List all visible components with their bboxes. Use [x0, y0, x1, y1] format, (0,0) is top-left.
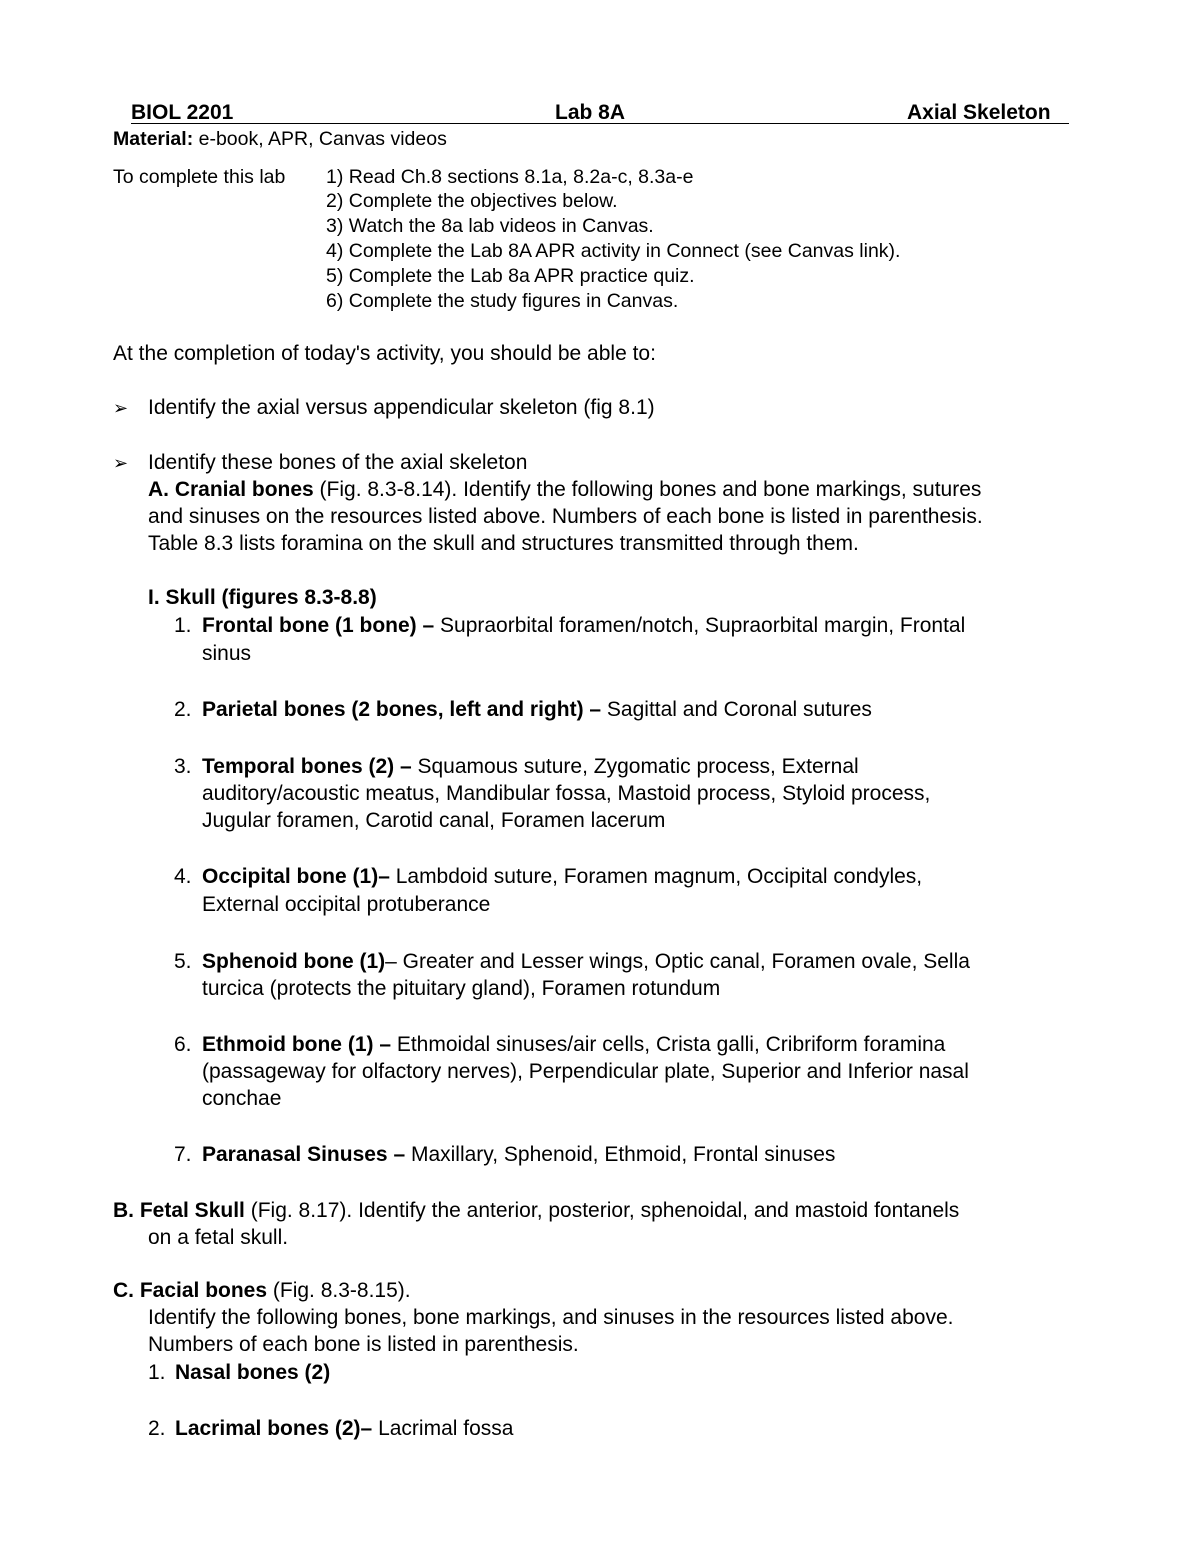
step-item: 4) Complete the Lab 8A APR activity in Connect (see Canvas link). — [326, 240, 901, 262]
step-item: 5) Complete the Lab 8a APR practice quiz. — [326, 265, 695, 287]
skull-item-line: Jugular foramen, Carotid canal, Foramen lacerum — [202, 809, 666, 832]
facial-item-num: 2. — [148, 1417, 166, 1440]
skull-item-line — [202, 1143, 835, 1167]
section-a-line3: Table 8.3 lists foramina on the skull and structures transmitted through them. — [148, 532, 859, 555]
skull-item-markings: – Greater and Lesser wings, Optic canal, Foramen ovale, Sella — [385, 950, 970, 973]
steps-intro: To complete this lab — [113, 166, 286, 188]
objective-item: Identify these bones of the axial skeleton — [148, 451, 528, 474]
skull-item-line — [202, 755, 859, 779]
section-a-ref: (Fig. 8.3-8.14). Identify the following bones and bone markings, sutures — [313, 478, 982, 501]
skull-item-bone: Temporal bones (2) – — [202, 755, 412, 778]
step-item: 1) Read Ch.8 sections 8.1a, 8.2a-c, 8.3a-e — [326, 166, 694, 188]
skull-item-markings: Sagittal and Coronal sutures — [601, 698, 872, 721]
section-a-line2: and sinuses on the resources listed above. Numbers of each bone is listed in parenthesis. — [148, 505, 983, 528]
objective-item: Identify the axial versus appendicular skeleton (fig 8.1) — [148, 396, 655, 419]
facial-item-markings: Lacrimal fossa — [372, 1417, 514, 1440]
skull-item-num: 3. — [174, 755, 192, 778]
step-item: 2) Complete the objectives below. — [326, 190, 618, 212]
skull-item-line: sinus — [202, 642, 252, 665]
header-underline — [131, 123, 1069, 124]
section-b-text: (Fig. 8.17). Identify the anterior, posterior, sphenoidal, and mastoid fontanels — [244, 1199, 960, 1222]
section-b-title: B. Fetal Skull — [113, 1199, 245, 1222]
material-text: e-book, APR, Canvas videos — [193, 128, 447, 150]
skull-item-bone: Parietal bones (2 bones, left and right) – — [202, 698, 602, 721]
facial-item-line — [175, 1417, 513, 1441]
arrow-bullet-icon: ➢ — [113, 453, 129, 473]
section-a-line1 — [148, 478, 981, 502]
skull-item-line — [202, 698, 872, 722]
skull-item-line — [202, 865, 922, 889]
skull-item-markings: Ethmoidal sinuses/air cells, Crista galli, Cribriform foramina — [391, 1033, 946, 1056]
facial-item-num: 1. — [148, 1361, 166, 1384]
skull-item-num: 5. — [174, 950, 192, 973]
material-label: Material: — [113, 128, 194, 150]
skull-item-bone: Frontal bone (1 bone) – — [202, 614, 435, 637]
section-c-line1 — [113, 1279, 411, 1303]
course-code: BIOL 2201 — [131, 101, 234, 124]
facial-item-line — [175, 1361, 330, 1385]
skull-item-line: (passageway for olfactory nerves), Perpendicular plate, Superior and Inferior nasal — [202, 1060, 969, 1083]
step-item: 6) Complete the study figures in Canvas. — [326, 290, 679, 312]
lab-topic: Axial Skeleton — [907, 101, 1051, 124]
section-c-ref: (Fig. 8.3-8.15). — [267, 1279, 411, 1302]
section-b-line1 — [113, 1199, 959, 1223]
skull-item-num: 6. — [174, 1033, 192, 1056]
skull-item-line — [202, 950, 970, 974]
skull-item-num: 7. — [174, 1143, 192, 1166]
material-line — [113, 128, 447, 151]
skull-item-bone: Paranasal Sinuses – — [202, 1143, 406, 1166]
skull-item-line — [202, 614, 965, 638]
section-c-line3: Numbers of each bone is listed in parenthesis. — [148, 1333, 579, 1356]
skull-item-bone: Ethmoid bone (1) – — [202, 1033, 391, 1056]
skull-item-line — [202, 1033, 945, 1057]
lab-number: Lab 8A — [555, 101, 626, 124]
section-c-line2: Identify the following bones, bone markings, and sinuses in the resources listed above. — [148, 1306, 954, 1329]
skull-item-bone: Occipital bone (1)– — [202, 865, 390, 888]
skull-item-line: turcica (protects the pituitary gland), Foramen rotundum — [202, 977, 721, 1000]
skull-item-markings: Lambdoid suture, Foramen magnum, Occipital condyles, — [389, 865, 923, 888]
skull-item-num: 2. — [174, 698, 192, 721]
section-b-line2: on a fetal skull. — [148, 1226, 289, 1249]
skull-item-markings: Squamous suture, Zygomatic process, External — [411, 755, 859, 778]
arrow-bullet-icon: ➢ — [113, 398, 129, 418]
skull-item-bone: Sphenoid bone (1) — [202, 950, 386, 973]
section-c-title: C. Facial bones — [113, 1279, 268, 1302]
skull-title: I. Skull (figures 8.3-8.8) — [148, 586, 377, 609]
skull-item-line: auditory/acoustic meatus, Mandibular fossa, Mastoid process, Styloid process, — [202, 782, 931, 805]
facial-item-bone: Lacrimal bones (2)– — [175, 1417, 373, 1440]
facial-item-bone: Nasal bones (2) — [175, 1361, 331, 1384]
skull-item-markings: Supraorbital foramen/notch, Supraorbital margin, Frontal — [434, 614, 966, 637]
completion-text: At the completion of today's activity, you should be able to: — [113, 342, 656, 365]
skull-item-num: 4. — [174, 865, 192, 888]
skull-item-num: 1. — [174, 614, 192, 637]
skull-item-line: conchae — [202, 1087, 282, 1110]
step-item: 3) Watch the 8a lab videos in Canvas. — [326, 215, 654, 237]
skull-item-line: External occipital protuberance — [202, 893, 491, 916]
section-a-title: A. Cranial bones — [148, 478, 314, 501]
skull-item-markings: Maxillary, Sphenoid, Ethmoid, Frontal sinuses — [405, 1143, 836, 1166]
